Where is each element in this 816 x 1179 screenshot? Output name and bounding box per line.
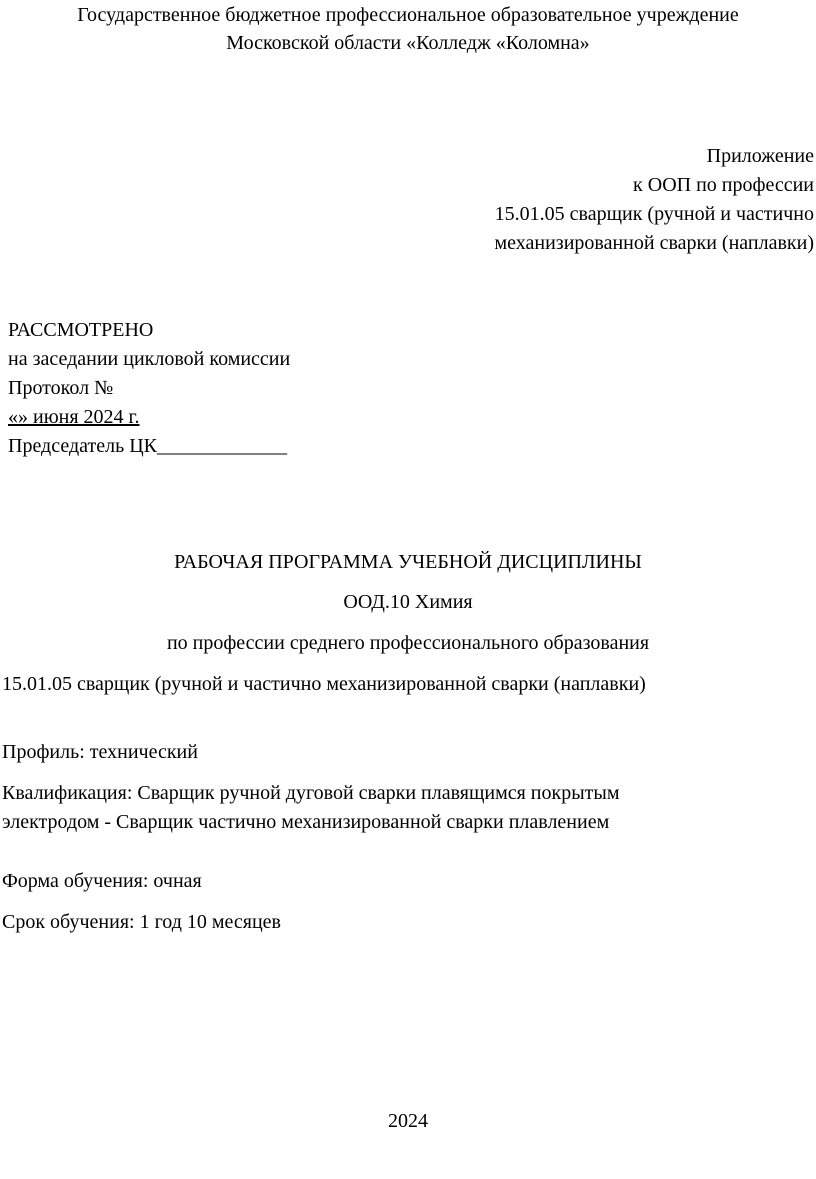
approval-commission: на заседании цикловой комиссии [8,348,291,370]
study-term-line: Срок обучения: 1 год 10 месяцев [2,911,282,933]
appendix-line3: 15.01.05 сварщик (ручной и частично [494,203,814,225]
appendix-title: Приложение [706,145,814,167]
approval-protocol: Протокол № [8,377,114,399]
appendix-line2: к ООП по профессии [633,174,814,196]
qualification-line1: Квалификация: Сварщик ручной дуговой сварки плавящимся покрытым [2,782,620,804]
approval-chair: Председатель ЦК_____________ [8,435,288,457]
institution-name-line1: Государственное бюджетное профессиональное образовательное учреждение [77,4,739,26]
qualification-line2: электродом - Сварщик частично механизированной сварки плавлением [2,811,610,833]
profile-line: Профиль: технический [2,741,198,763]
discipline-name: ООД.10 Химия [343,591,473,613]
program-subtitle: по профессии среднего профессионального образования [166,632,650,654]
program-title: РАБОЧАЯ ПРОГРАММА УЧЕБНОЙ ДИСЦИПЛИНЫ [174,551,642,573]
document-year: 2024 [388,1110,428,1132]
appendix-line4: механизированной сварки (наплавки) [494,232,814,254]
institution-name-line2: Московской области «Колледж «Коломна» [226,32,590,54]
study-form-line: Форма обучения: очная [2,870,202,892]
approval-title: РАССМОТРЕНО [8,319,154,341]
profession-line: 15.01.05 сварщик (ручной и частично механизированной сварки (наплавки) [2,673,646,695]
approval-date: «» июня 2024 г. [8,406,140,428]
